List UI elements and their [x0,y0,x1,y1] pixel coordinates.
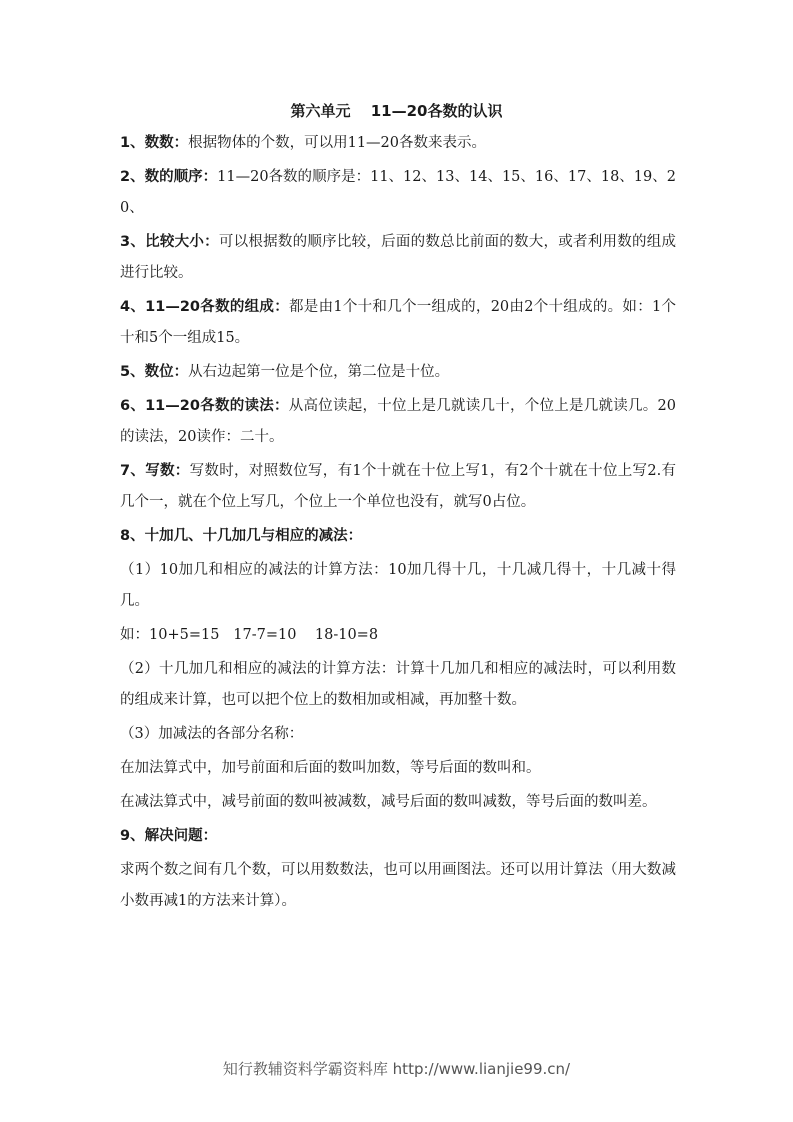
subsection-8-1 [120,555,676,617]
section-text: （1）10加几和相应的减法的计算方法：10加几得十几，十几减几得十，十几减十得几。 [120,562,676,609]
page-title: 第六单元 11—20各数的认识 [290,102,503,120]
section-2 [120,162,676,224]
section-text: 如：10+5=15 17-7=10 18-10=8 [120,627,379,643]
section-9-body [120,855,676,917]
section-text: 在加法算式中，加号前面和后面的数叫加数，等号后面的数叫和。 [120,760,541,776]
section-1 [120,128,676,159]
section-heading: 3、比较大小： [120,234,219,250]
section-text: 在减法算式中，减号前面的数叫被减数，减号后面的数叫减数，等号后面的数叫差。 [120,794,657,810]
section-heading: 5、数位： [120,364,189,380]
section-heading: 6、11—20各数的读法： [120,398,289,414]
section-heading: 2、数的顺序： [120,169,218,185]
section-5 [120,357,676,388]
section-6 [120,391,676,453]
section-text: 根据物体的个数，可以用11—20各数来表示。 [188,135,486,151]
example-line [120,620,676,651]
section-text: （3）加减法的各部分名称： [120,726,304,742]
section-8 [120,521,676,552]
section-text: （2）十几加几和相应的减法的计算方法：计算十几加几和相应的减法时，可以利用数的组成来计算，也可以把个位上的数相加或相减，再加整十数。 [120,661,676,708]
section-7 [120,456,676,518]
section-text: 从右边起第一位是个位，第二位是十位。 [188,364,450,380]
section-text: 求两个数之间有几个数，可以用数数法，也可以用画图法。还可以用计算法（用大数减小数再减1的方法来计算）。 [120,862,676,909]
subtraction-terms [120,787,676,818]
section-text: 11—20各数的顺序是：11、12、13、14、15、16、17、18、19、20、 [120,169,676,216]
section-heading: 9、解决问题： [120,828,218,844]
section-heading: 8、十加几、十几加几与相应的减法： [120,528,363,544]
subsection-8-3 [120,719,676,750]
section-heading: 7、写数： [120,463,190,479]
document-body [120,128,676,920]
section-text: 都是由1个十和几个一组成的，20由2个十组成的。如：1个十和5个一组成15。 [120,299,676,346]
section-heading: 1、数数： [120,135,189,151]
section-text: 写数时，对照数位写，有1个十就在十位上写1，有2个十就在十位上写2.有几个一，就在个位上写几，个位上一个单位也没有，就写0占位。 [120,463,676,510]
section-text: 可以根据数的顺序比较，后面的数总比前面的数大，或者利用数的组成进行比较。 [120,234,676,281]
section-4 [120,292,676,354]
section-3 [120,227,676,289]
section-text: 从高位读起，十位上是几就读几十，个位上是几就读几。20的读法，20读作：二十。 [120,398,677,445]
footer-watermark: 知行教辅资料学霸资料库 http://www.lianjie99.cn/ [222,1060,571,1078]
section-9 [120,821,676,852]
addition-terms [120,753,676,784]
section-heading: 4、11—20各数的组成： [120,299,289,315]
subsection-8-2 [120,654,676,716]
